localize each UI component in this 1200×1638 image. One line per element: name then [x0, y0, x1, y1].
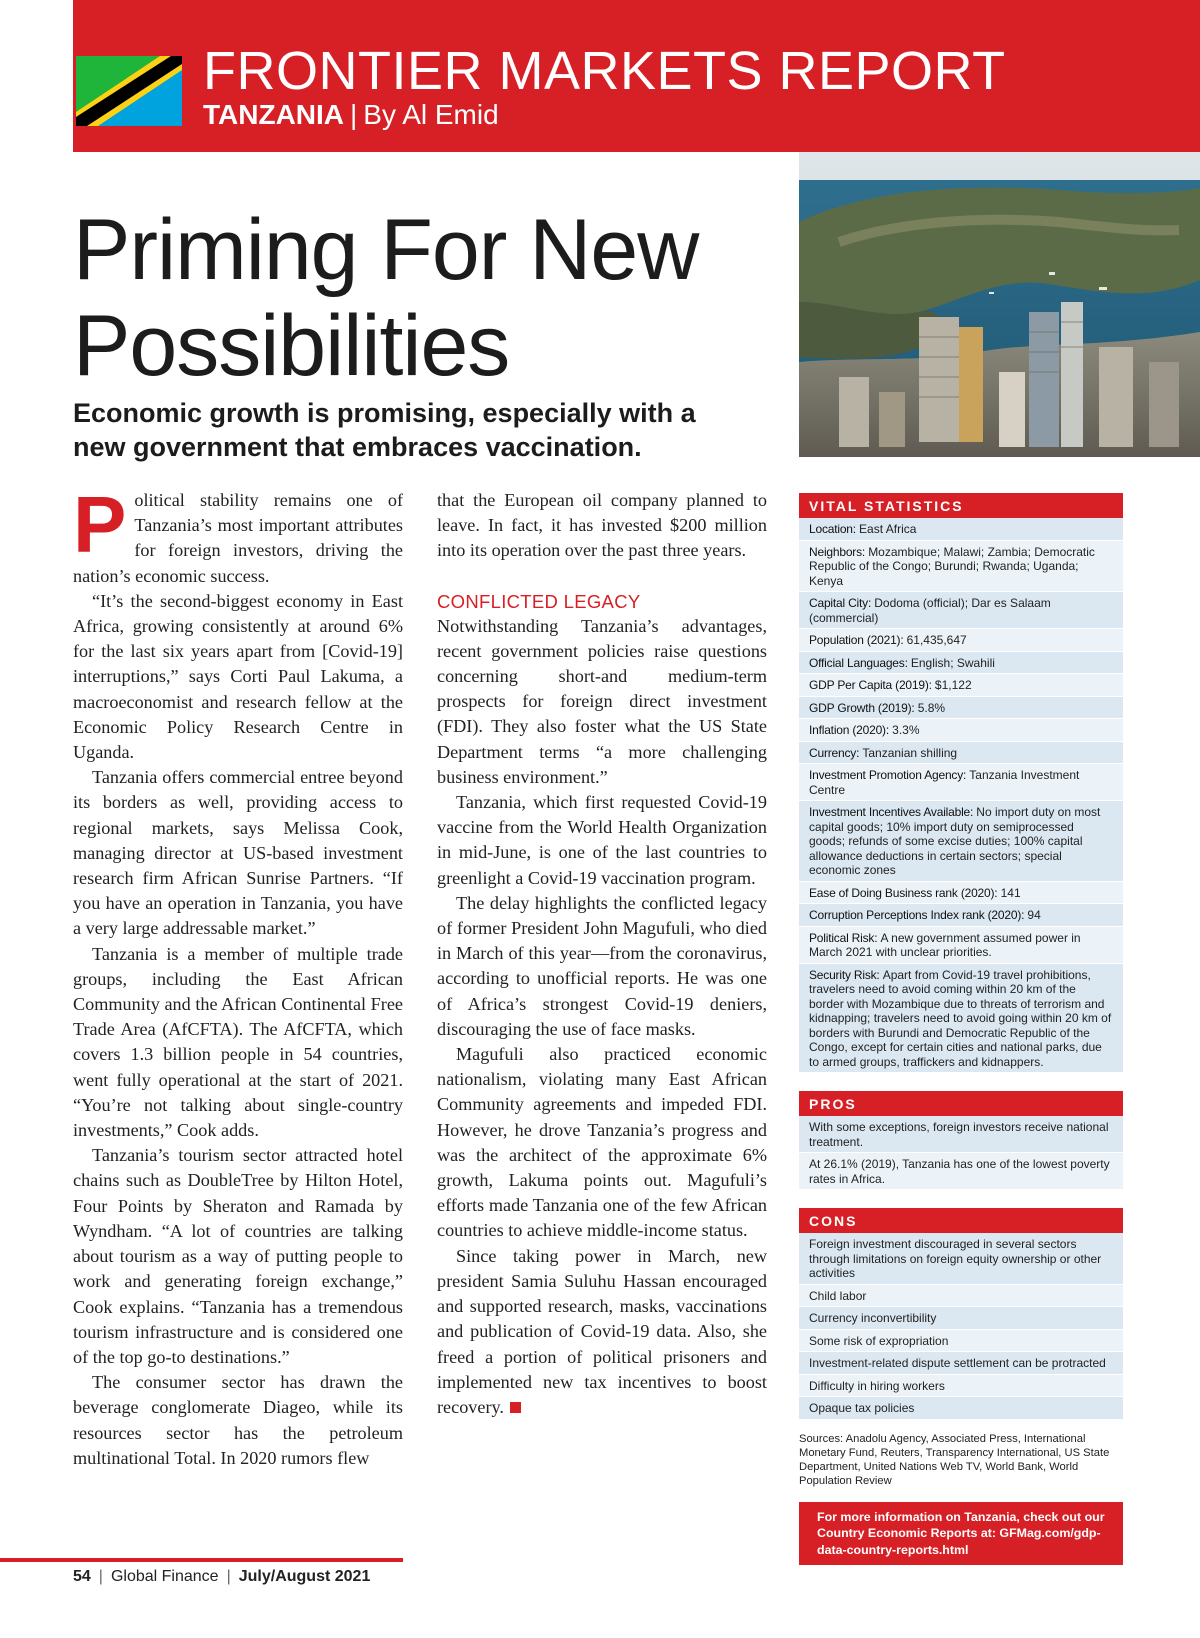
- con-item: Investment-related dispute settlement can be protracted: [799, 1352, 1123, 1375]
- article-paragraph: “It’s the second-biggest economy in East Africa, growing consistently at around 6% for the last six years apart from [Covid-19] interruptions,” says Corti Paul Lakuma, a macroeconomist and research fellow at the Economic Policy Research Centre in Uganda.: [73, 590, 403, 763]
- vital-stat-label: Investment Incentives Available:: [809, 805, 974, 819]
- deck: [73, 396, 793, 464]
- byline-separator: |: [350, 99, 358, 130]
- article-paragraph: that the European oil company planned to leave. In fact, it has invested $200 million into its operation over the past three years.: [437, 490, 767, 561]
- article-paragraph: Magufuli also practiced economic nationalism, violating many East African Community agreements and impeded FDI. However, he drove Tanzania’s progress and was the architect of the approximate 6% growth, Lakuma points out. Magufuli’s efforts made Tanzania one of the few African countries to achieve middle-income status.: [437, 1044, 767, 1241]
- vital-stat-label: Currency:: [809, 745, 860, 760]
- vital-stat-label: Official Languages:: [809, 655, 908, 670]
- vital-stat-value: A new government assumed power in March 2021 with unclear priorities.: [809, 930, 1081, 959]
- country-name: TANZANIA: [203, 99, 345, 130]
- pros-list: [799, 1116, 1123, 1190]
- vital-stat-label: Ease of Doing Business rank (2020):: [809, 885, 998, 900]
- deck-line-2: new government that embraces vaccination.: [73, 432, 642, 462]
- vital-stat-label: GDP Growth (2019):: [809, 700, 915, 715]
- page-number: 54: [73, 1568, 91, 1585]
- article-paragraph: Tanzania’s tourism sector attracted hotel chains such as DoubleTree by Hilton Hotel, Four Points by Sheraton and Ramada by Wyndham. “A lot of countries are talking about tourism as a way of putting people to work and generating foreign exchange,” Cook explains. “Tanzania has a tremendous tourism infrastructure and is considered one of the top go-to destinations.”: [73, 1145, 403, 1367]
- vital-stat-value: Dodoma (official); Dar es Salaam (commercial): [809, 596, 1051, 625]
- con-item: Currency inconvertibility: [799, 1307, 1123, 1330]
- vital-stat-row: [799, 518, 1123, 541]
- vital-stat-label: Political Risk:: [809, 930, 878, 945]
- vital-stat-value: $1,122: [934, 678, 972, 692]
- vital-stat-label: Corruption Perceptions Index rank (2020):: [809, 908, 1025, 922]
- pro-item: With some exceptions, foreign investors receive national treatment.: [799, 1116, 1123, 1153]
- vital-stat-row: [799, 697, 1123, 720]
- article-paragraph: The delay highlights the conflicted legacy of former President John Magufuli, who died in March of this year—from the coronavirus, according to unofficial reports. He was one of Africa’s strongest Covid-19 deniers, discouraging the use of face masks.: [437, 892, 767, 1039]
- cons-heading: CONS: [799, 1208, 1123, 1233]
- publication-name: Global Finance: [110, 1568, 219, 1585]
- pro-item: At 26.1% (2019), Tanzania has one of the lowest poverty rates in Africa.: [799, 1153, 1123, 1190]
- article-paragraph: Tanzania is a member of multiple trade groups, including the East African Community and the African Continental Free Trade Area (AfCFTA). The AfCFTA, which covers 1.3 billion people in 54 countries, went fully operational at the start of 2021. “You’re not talking about single-country investments,” Cook adds.: [73, 943, 403, 1141]
- article-paragraph: The consumer sector has drawn the beverage conglomerate Diageo, while its resources sector has the petroleum multinational Total. In 2020 rumors flew: [73, 1372, 403, 1468]
- vital-stat-value: Tanzania Investment Centre: [809, 768, 1080, 797]
- vital-stat-value: English; Swahili: [910, 655, 995, 670]
- footer-separator: |: [226, 1568, 231, 1585]
- vital-stat-label: GDP Per Capita (2019):: [809, 678, 932, 692]
- vital-stat-value: 61,435,647: [906, 633, 967, 647]
- vital-stat-row: [799, 541, 1123, 593]
- vital-stat-row: [799, 592, 1123, 629]
- vital-stat-value: East Africa: [859, 522, 917, 536]
- article-column-2: [437, 488, 767, 1420]
- vital-stat-value: Mozambique; Malawi; Zambia; Democratic Republic of the Congo; Burundi; Rwanda; Uganda; Kenya: [809, 544, 1095, 588]
- vital-stat-row: [799, 742, 1123, 765]
- article-paragraph: Tanzania offers commercial entree beyond its borders as well, providing access to regional markets, says Melissa Cook, managing director at US-based investment research firm African Sunrise Partners. “If you have an operation in Tanzania, you have a very large addressable market.”: [73, 767, 403, 939]
- footer-separator: |: [98, 1568, 103, 1585]
- dropcap: P: [73, 480, 127, 569]
- vital-stat-row: [799, 764, 1123, 801]
- vital-stat-label: Security Risk:: [809, 967, 880, 982]
- pros-heading: PROS: [799, 1091, 1123, 1116]
- vital-stat-label: Neighbors:: [809, 544, 866, 559]
- cons-list: [799, 1233, 1123, 1420]
- vital-stat-label: Location:: [809, 522, 856, 536]
- end-mark-icon: [510, 1402, 521, 1413]
- vital-stat-value: No import duty on most capital goods; 10% import duty on semiprocessed goods; refunds of some excise duties; 100% capital allowance deductions in certain sectors; special economic zones: [809, 805, 1101, 877]
- headline: [73, 202, 793, 394]
- vital-statistics-list: [799, 518, 1123, 1073]
- vital-stat-value: 3.3%: [892, 723, 920, 737]
- vital-stat-row: [799, 719, 1123, 742]
- vital-stat-row: [799, 927, 1123, 964]
- vital-stat-row: [799, 629, 1123, 652]
- vital-stat-row: [799, 652, 1123, 675]
- vital-stat-value: Apart from Covid-19 travel prohibitions, travelers need to avoid coming within 20 km of the border with Mozambique due to threats of terrorism and kidnapping; travelers need to avoid going within 20 km of borders with Burundi and Democratic Republic of the Congo, except for certain cities and national parks, due to armed groups, traffickers and kidnappers.: [809, 967, 1112, 1069]
- vital-statistics-heading: VITAL STATISTICS: [799, 493, 1123, 518]
- vital-stat-row: [799, 674, 1123, 697]
- con-item: Opaque tax policies: [799, 1397, 1123, 1420]
- sources-note: Sources: Anadolu Agency, Associated Press, International Monetary Fund, Reuters, Transparency International, US State Department, United Nations Web TV, World Bank, World Population Review: [799, 1432, 1110, 1487]
- vital-stat-label: Capital City:: [809, 596, 872, 610]
- article-paragraph: Tanzania, which first requested Covid-19 vaccine from the World Health Organization in mid-June, is one of the last countries to greenlight a Covid-19 vaccination program.: [437, 792, 767, 888]
- page-footer: [73, 1568, 370, 1586]
- sidebar: [799, 493, 1123, 1565]
- byline: By Al Emid: [363, 99, 499, 130]
- tanzania-flag-icon: [76, 56, 182, 126]
- vital-stat-row: [799, 904, 1123, 927]
- headline-line-1: Priming For New: [73, 202, 699, 298]
- vital-stat-label: Inflation (2020):: [809, 723, 889, 737]
- section-subhead: CONFLICTED LEGACY: [437, 590, 641, 612]
- vital-stat-value: 141: [1000, 885, 1021, 900]
- con-item: Some risk of expropriation: [799, 1330, 1123, 1353]
- issue-date: July/August 2021: [238, 1568, 371, 1585]
- article-column-1: [73, 480, 403, 1471]
- vital-stat-row: [799, 882, 1123, 905]
- vital-stat-value: Tanzanian shilling: [862, 745, 958, 760]
- report-subtitle: [203, 100, 499, 131]
- vital-stat-label: Investment Promotion Agency:: [809, 768, 967, 782]
- vital-stat-row: [799, 801, 1123, 882]
- footer-rule: [0, 1558, 403, 1562]
- article-paragraph: Since taking power in March, new president Samia Suluhu Hassan encouraged and supported research, masks, vaccinations and publication of Covid-19 data. Also, she freed a portion of political prisoners and implemented new tax incentives to boost recovery.: [437, 1245, 767, 1417]
- aerial-city-photo: [799, 152, 1200, 457]
- headline-line-2: Possibilities: [73, 298, 510, 394]
- report-header: [73, 0, 1200, 152]
- con-item: Difficulty in hiring workers: [799, 1375, 1123, 1398]
- article-paragraph: Notwithstanding Tanzania’s advantages, recent government policies raise questions concerning short-and medium-term prospects for foreign direct investment (FDI). They also foster what the US State Department terms “a more challenging business environment.”: [437, 615, 767, 787]
- article-paragraph: Political stability remains one of Tanzania’s most important attributes for foreign investors, driving the nation’s economic success.: [73, 480, 403, 586]
- more-info-callout: For more information on Tanzania, check out our Country Economic Reports at: GFMag.com/gdp-data-country-reports.html: [799, 1502, 1123, 1566]
- vital-stat-value: 5.8%: [917, 700, 946, 715]
- vital-stat-label: Population (2021):: [809, 633, 904, 647]
- con-item: Foreign investment discouraged in several sectors through limitations on foreign equity ownership or other activities: [799, 1233, 1123, 1285]
- vital-stat-row: [799, 964, 1123, 1074]
- vital-stat-value: 94: [1027, 908, 1041, 922]
- report-title: FRONTIER MARKETS REPORT: [203, 41, 1006, 101]
- deck-line-1: Economic growth is promising, especially with a: [73, 398, 696, 428]
- con-item: Child labor: [799, 1285, 1123, 1308]
